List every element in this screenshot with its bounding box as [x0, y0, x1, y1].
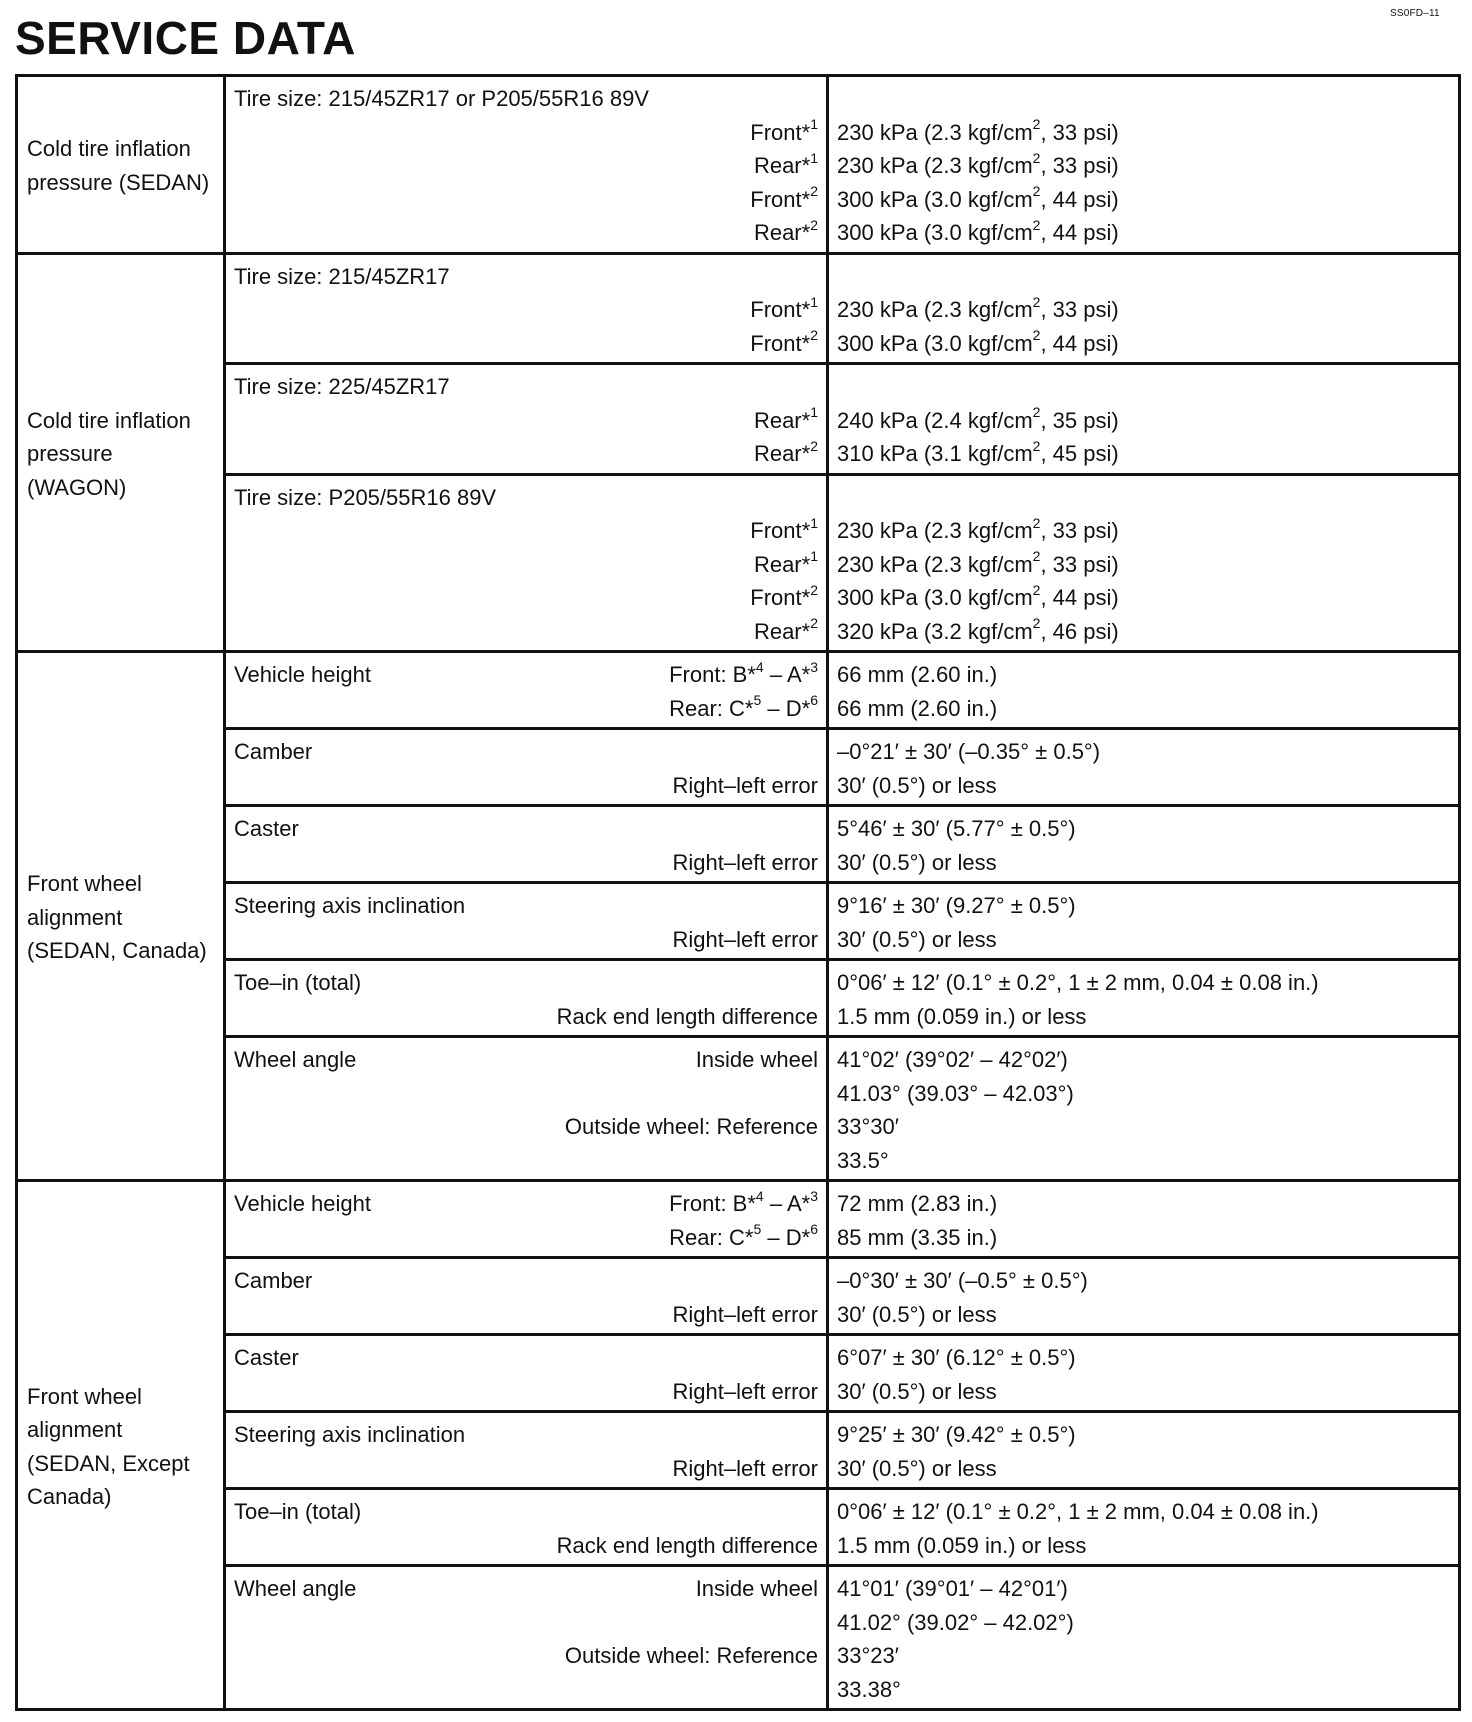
item-label: Toe–in (total) — [234, 970, 362, 995]
item-line — [234, 615, 818, 649]
item-cell — [225, 1489, 828, 1566]
item-cell — [225, 1566, 828, 1710]
item-sublabel: Front*$^1$ — [750, 116, 818, 145]
value-cell — [828, 883, 1460, 960]
spec-value: 9°25′ ± 30′ (9.42° ± 0.5°) — [837, 1422, 1076, 1447]
item-line — [234, 692, 818, 726]
spec-value: 300 kPa (3.0 kgf/$cm^2$, 44 psi) — [837, 183, 1119, 212]
item-label: Wheel angle — [234, 1576, 357, 1601]
item-sublabel: Rack end length difference — [556, 1532, 818, 1558]
table-row — [17, 1258, 1460, 1335]
item-line — [234, 149, 818, 183]
item-sublabel: Right–left error — [672, 926, 818, 952]
value-cell — [828, 1489, 1460, 1566]
item-sublabel: Front*$^1$ — [750, 514, 818, 543]
spec-value: 30′ (0.5°) or less — [837, 849, 997, 875]
item-cell — [225, 806, 828, 883]
item-sublabel: Inside wheel — [695, 1576, 818, 1601]
item-line — [234, 1144, 818, 1178]
value-cell — [828, 1335, 1460, 1412]
page-title: SERVICE DATA — [15, 12, 356, 64]
spec-value: 66 mm (2.60 in.) — [837, 695, 998, 721]
spec-value: 41°01′ (39°01′ – 42°01′) — [837, 1576, 1068, 1601]
item-label: Tire size: P205/55R16 89V — [234, 484, 497, 510]
spec-value: 30′ (0.5°) or less — [837, 1378, 997, 1404]
spec-value: 30′ (0.5°) or less — [837, 772, 997, 798]
item-cell — [225, 1258, 828, 1335]
spec-value: 30′ (0.5°) or less — [837, 1455, 997, 1481]
item-line — [234, 735, 818, 769]
item-line — [234, 1043, 818, 1077]
spec-value — [837, 260, 1450, 294]
item-label: Vehicle height — [234, 1191, 371, 1216]
table-row — [17, 364, 1460, 475]
spec-value: –0°30′ ± 30′ (–0.5° ± 0.5°) — [837, 1268, 1088, 1293]
item-sublabel: Front: B*$^4$ – A*$^3$ — [669, 658, 818, 687]
item-label: Caster — [234, 816, 299, 841]
item-label: Vehicle height — [234, 662, 371, 687]
service-data-table — [15, 74, 1461, 1711]
item-line — [234, 1606, 818, 1640]
spec-value: 230 kPa (2.3 kgf/$cm^2$, 33 psi) — [837, 293, 1119, 322]
item-line — [234, 812, 818, 846]
spec-value: 9°16′ ± 30′ (9.27° ± 0.5°) — [837, 893, 1076, 918]
section-label: Cold tire inflation pressure (SEDAN) — [17, 76, 225, 254]
spec-value: 240 kPa (2.4 kgf/$cm^2$, 35 psi) — [837, 404, 1119, 433]
value-cell — [828, 652, 1460, 729]
item-sublabel: Rack end length difference — [556, 1003, 818, 1029]
item-line — [234, 293, 818, 327]
item-sublabel: Right–left error — [672, 772, 818, 798]
item-label: Wheel angle — [234, 1047, 357, 1072]
spec-value: 0°06′ ± 12′ (0.1° ± 0.2°, 1 ± 2 mm, 0.04 ± 0.08 in.) — [837, 970, 1319, 995]
value-cell — [828, 1412, 1460, 1489]
item-line — [234, 923, 818, 957]
item-cell — [225, 729, 828, 806]
item-line — [234, 116, 818, 150]
item-line — [234, 1077, 818, 1111]
item-line — [234, 1375, 818, 1409]
spec-value: 33°30′ — [837, 1114, 899, 1139]
spec-value: 41.03° (39.03° – 42.03°) — [837, 1080, 1074, 1106]
item-line — [234, 1221, 818, 1255]
section-label: Cold tire inflation pressure (WAGON) — [17, 253, 225, 652]
spec-value: 310 kPa (3.1 kgf/$cm^2$, 45 psi) — [837, 437, 1119, 466]
item-cell — [225, 1037, 828, 1181]
item-line — [234, 481, 818, 515]
value-cell — [828, 1258, 1460, 1335]
item-sublabel: Rear: C*$^5$ – D*$^6$ — [669, 1221, 818, 1250]
spec-value: 300 kPa (3.0 kgf/$cm^2$, 44 psi) — [837, 327, 1119, 356]
item-line — [234, 370, 818, 404]
section-label: Front wheel alignment (SEDAN, Except Canada) — [17, 1181, 225, 1710]
spec-value: 1.5 mm (0.059 in.) or less — [837, 1003, 1087, 1029]
value-cell — [828, 76, 1460, 254]
spec-value: 66 mm (2.60 in.) — [837, 662, 998, 687]
spec-value: 230 kPa (2.3 kgf/$cm^2$, 33 psi) — [837, 116, 1119, 145]
item-sublabel: Right–left error — [672, 1455, 818, 1481]
table-row — [17, 960, 1460, 1037]
item-sublabel: Front: B*$^4$ – A*$^3$ — [669, 1187, 818, 1216]
spec-value: 6°07′ ± 30′ (6.12° ± 0.5°) — [837, 1345, 1076, 1370]
value-cell — [828, 806, 1460, 883]
value-cell — [828, 1566, 1460, 1710]
item-line — [234, 1673, 818, 1707]
item-line — [234, 216, 818, 250]
spec-value: 72 mm (2.83 in.) — [837, 1191, 998, 1216]
table-row — [17, 1489, 1460, 1566]
table-row — [17, 76, 1460, 254]
spec-value — [837, 82, 1450, 116]
spec-value: 30′ (0.5°) or less — [837, 1301, 997, 1327]
item-line — [234, 1187, 818, 1221]
item-line — [234, 769, 818, 803]
item-cell — [225, 1181, 828, 1258]
item-sublabel: Front*$^2$ — [750, 327, 818, 356]
item-label: Steering axis inclination — [234, 893, 466, 918]
item-line — [234, 404, 818, 438]
table-row — [17, 1412, 1460, 1489]
item-line — [234, 437, 818, 471]
spec-value — [837, 370, 1450, 404]
value-cell — [828, 1037, 1460, 1181]
item-line — [234, 581, 818, 615]
item-cell — [225, 883, 828, 960]
value-cell — [828, 1181, 1460, 1258]
table-row — [17, 883, 1460, 960]
spec-value: 85 mm (3.35 in.) — [837, 1224, 998, 1250]
item-sublabel: Rear*$^1$ — [753, 149, 818, 178]
spec-value — [837, 481, 1450, 515]
item-label: Tire size: 225/45ZR17 — [234, 374, 450, 399]
spec-value: 230 kPa (2.3 kgf/$cm^2$, 33 psi) — [837, 514, 1119, 543]
item-label: Camber — [234, 739, 313, 764]
item-sublabel: Right–left error — [672, 1378, 818, 1404]
table-row — [17, 1037, 1460, 1181]
item-line — [234, 1495, 818, 1529]
item-line — [234, 1639, 818, 1673]
spec-value: 5°46′ ± 30′ (5.77° ± 0.5°) — [837, 816, 1076, 841]
table-row — [17, 806, 1460, 883]
item-line — [234, 183, 818, 217]
table-row — [17, 1566, 1460, 1710]
item-sublabel: Outside wheel: Reference — [564, 1643, 818, 1668]
item-label: Steering axis inclination — [234, 1422, 466, 1447]
item-line — [234, 1452, 818, 1486]
item-label: Tire size: 215/45ZR17 or P205/55R16 89V — [234, 86, 649, 111]
item-line — [234, 658, 818, 692]
item-sublabel: Rear*$^1$ — [753, 548, 818, 577]
value-cell — [828, 729, 1460, 806]
item-sublabel: Front*$^2$ — [750, 183, 818, 212]
item-cell — [225, 1412, 828, 1489]
spec-value: 33°23′ — [837, 1643, 899, 1668]
spec-value: –0°21′ ± 30′ (–0.35° ± 0.5°) — [837, 739, 1101, 764]
spec-value: 41°02′ (39°02′ – 42°02′) — [837, 1047, 1068, 1072]
value-cell — [828, 364, 1460, 475]
item-sublabel: Front*$^1$ — [750, 293, 818, 322]
table-row — [17, 253, 1460, 364]
spec-value: 230 kPa (2.3 kgf/$cm^2$, 33 psi) — [837, 548, 1119, 577]
item-sublabel: Rear*$^1$ — [753, 404, 818, 433]
item-line — [234, 1572, 818, 1606]
table-row — [17, 474, 1460, 652]
item-label: Toe–in (total) — [234, 1499, 362, 1524]
table-row — [17, 652, 1460, 729]
spec-value: 300 kPa (3.0 kgf/$cm^2$, 44 psi) — [837, 581, 1119, 610]
table-row — [17, 1181, 1460, 1258]
spec-value: 1.5 mm (0.059 in.) or less — [837, 1532, 1087, 1558]
item-line — [234, 327, 818, 361]
item-sublabel: Outside wheel: Reference — [564, 1114, 818, 1139]
item-line — [234, 1110, 818, 1144]
spec-value: 41.02° (39.02° – 42.02°) — [837, 1609, 1074, 1635]
item-label: Camber — [234, 1268, 313, 1293]
item-sublabel: Rear*$^2$ — [753, 216, 818, 245]
value-cell — [828, 253, 1460, 364]
item-sublabel: Rear*$^2$ — [753, 437, 818, 466]
item-line — [234, 966, 818, 1000]
item-cell — [225, 364, 828, 475]
item-line — [234, 1264, 818, 1298]
table-row — [17, 729, 1460, 806]
item-cell — [225, 76, 828, 254]
spec-value: 0°06′ ± 12′ (0.1° ± 0.2°, 1 ± 2 mm, 0.04 ± 0.08 in.) — [837, 1499, 1319, 1524]
item-line — [234, 514, 818, 548]
item-cell — [225, 652, 828, 729]
item-cell — [225, 960, 828, 1037]
item-line — [234, 1298, 818, 1332]
item-line — [234, 1529, 818, 1563]
item-line — [234, 1418, 818, 1452]
item-sublabel: Rear: C*$^5$ – D*$^6$ — [669, 692, 818, 721]
item-cell — [225, 253, 828, 364]
item-line — [234, 846, 818, 880]
section-label: Front wheel alignment (SEDAN, Canada) — [17, 652, 225, 1181]
item-line — [234, 1000, 818, 1034]
item-line — [234, 889, 818, 923]
item-sublabel: Rear*$^2$ — [753, 615, 818, 644]
item-sublabel: Inside wheel — [695, 1047, 818, 1072]
spec-value: 33.38° — [837, 1676, 901, 1702]
item-line — [234, 1341, 818, 1375]
spec-value: 230 kPa (2.3 kgf/$cm^2$, 33 psi) — [837, 149, 1119, 178]
item-cell — [225, 1335, 828, 1412]
table-row — [17, 1335, 1460, 1412]
value-cell — [828, 960, 1460, 1037]
item-sublabel: Front*$^2$ — [750, 581, 818, 610]
document-code: SS0FD–11 — [1390, 8, 1440, 19]
item-label: Caster — [234, 1345, 299, 1370]
item-sublabel: Right–left error — [672, 849, 818, 875]
spec-value: 320 kPa (3.2 kgf/$cm^2$, 46 psi) — [837, 615, 1119, 644]
item-line — [234, 260, 818, 294]
item-sublabel: Right–left error — [672, 1301, 818, 1327]
value-cell — [828, 474, 1460, 652]
spec-value: 30′ (0.5°) or less — [837, 926, 997, 952]
spec-value: 33.5° — [837, 1147, 889, 1173]
item-line — [234, 548, 818, 582]
spec-value: 300 kPa (3.0 kgf/$cm^2$, 44 psi) — [837, 216, 1119, 245]
item-cell — [225, 474, 828, 652]
item-line — [234, 82, 818, 116]
item-label: Tire size: 215/45ZR17 — [234, 263, 450, 289]
